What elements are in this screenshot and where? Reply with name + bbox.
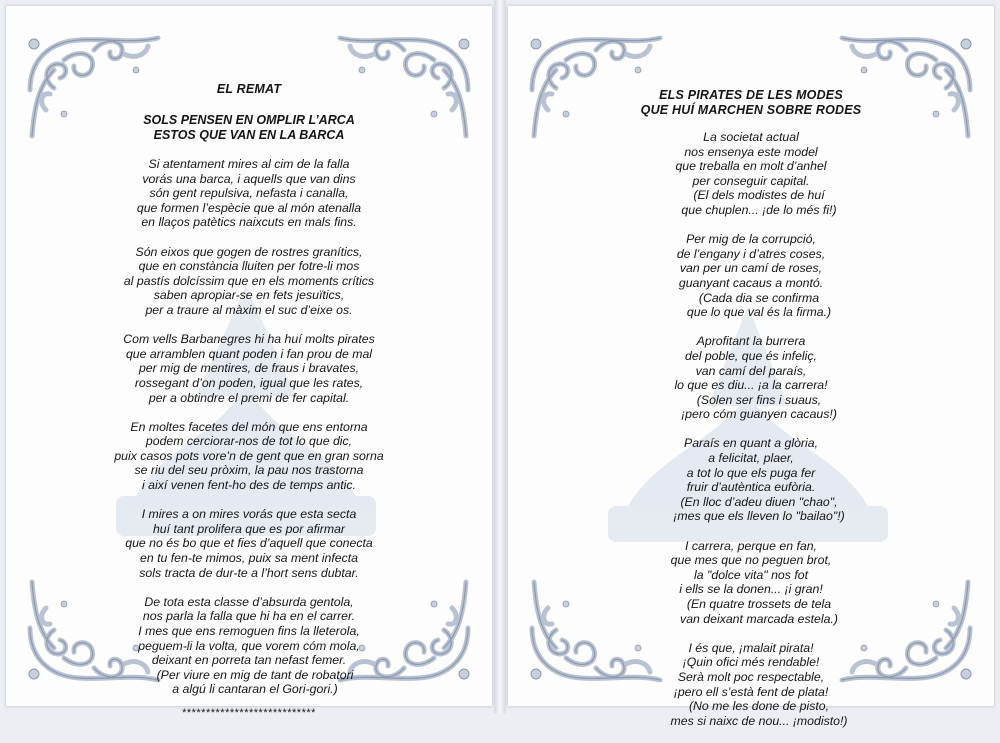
poem-line: Si atentament mires al cim de la falla: [148, 157, 350, 171]
poem-line: se riu del seu pròxim, la pau nos trastorna: [134, 463, 364, 478]
poem-line: per a obtindre el premi de fer capital.: [148, 390, 350, 405]
poem-line: Paraís en quant a glòria,: [684, 436, 818, 451]
poem-line: mes si naixc de nou... ¡modisto!): [670, 713, 848, 728]
poem-line: que no és bo que et fies d’aquell que conecta: [125, 536, 373, 551]
poem-line: (Solen ser fins i suaus,: [696, 392, 822, 407]
poem-line: i així venen fent-ho des de temps antic.: [142, 478, 356, 493]
poem-line: I carrera, perque en fan,: [685, 538, 817, 553]
poem-line: (No me les done de pisto,: [688, 699, 830, 714]
poem-line: peguem-li la volta, que vorem cóm mola,: [138, 638, 360, 653]
poem-line: rossegant d’on poden, igual que les rates,: [134, 375, 364, 390]
poem-line: i ells se la donen... ¡i gran!: [679, 582, 823, 597]
poem-line: a algú li cantaran el Gori-gori.): [172, 682, 338, 697]
stanza: [46, 420, 452, 493]
poem-line: (En quatre trossets de tela: [686, 597, 832, 611]
poem-line: guanyant cacaus a montó.: [678, 275, 824, 290]
poem-line: huí tant prolifera que es por afirmar: [152, 521, 346, 536]
title-line: ELS PIRATES DE LES MODES: [659, 88, 843, 102]
poem-line: Per mig de la corrupció,: [686, 232, 816, 247]
stanza: [46, 157, 452, 230]
poem-line: (El dels modistes de huí: [693, 188, 825, 203]
poem-line: En moltes facetes del món que ens entorna: [130, 419, 368, 434]
poem-line: ¡pero ell s’està fent de plata!: [673, 684, 829, 699]
poem-line: que formen l’espècie que al món atenalla: [136, 200, 362, 215]
poem-line: I mes que ens remoguen fins la lleterola,: [138, 624, 360, 638]
poem-line: ¡pero cóm guanyen cacaus!): [681, 407, 837, 422]
poem-line: que arramblen quant poden i fan prou de mal: [125, 346, 373, 361]
poem-line: que chuplen... ¡de lo més fi!): [681, 202, 837, 217]
poem-line: són gent repulsiva, nefasta i canalla,: [149, 186, 349, 201]
stanza: [46, 245, 452, 318]
poem-subtitle: [46, 113, 452, 143]
poem-line: Són eixos que gogen de rostres granítics,: [135, 244, 363, 259]
stanza: [548, 436, 954, 524]
poem-line: vorás una barca, i aquells que van dins: [142, 171, 356, 186]
poem-line: per conseguir capital.: [692, 173, 810, 188]
poem-line: De tota esta classe d’absurda gentola,: [144, 594, 354, 609]
poem-line: que mes que no peguen brot,: [670, 553, 832, 568]
poem-line: en llaços patètics naixcuts en mals fins.: [141, 215, 357, 230]
title-line: QUE HUÍ MARCHEN SOBRE RODES: [640, 103, 862, 117]
poem-line: al pastís dolcíssim que en els moments crítics: [123, 273, 375, 288]
poem-line: Serà molt poc respectable,: [677, 669, 825, 684]
poem-line: La societat actual: [703, 130, 799, 144]
poem-line: que treballa en molt d’anhel: [675, 159, 827, 174]
poem-line: (Per viure en mig de tant de robatori: [156, 667, 354, 682]
subtitle-line: ESTOS QUE VAN EN LA BARCA: [153, 128, 345, 142]
poem-line: sols tracta de dur-te a l’hort sens dubtar.: [139, 565, 359, 580]
stanza-list: [46, 157, 452, 697]
stanza: [548, 130, 954, 218]
poem-line: van camí del paraís,: [695, 363, 807, 378]
left-page: [6, 6, 492, 719]
poem-line: van deixant marcada estela.): [680, 611, 838, 626]
poem-line: podem cerciorar-nos de tot lo que dic,: [145, 434, 353, 449]
poem-line: I és que, ¡malait pirata!: [688, 640, 814, 655]
stanza: [548, 641, 954, 729]
poem-line: (Cada dia se confirma: [698, 290, 820, 305]
poem-line: (En lloc d’adeu diuen "chao",: [680, 494, 838, 509]
right-page: [508, 6, 994, 728]
poem-line: lo que es diu... ¡a la carrera!: [674, 378, 828, 393]
page-gutter: [494, 0, 506, 713]
stanza: [548, 232, 954, 320]
poem-title: [548, 88, 954, 118]
stanza: [548, 334, 954, 422]
poem-line: I mires a on mires vorás que esta secta: [141, 507, 357, 522]
poem-line: que en constància lluiten per fotre-li mos: [138, 259, 360, 274]
poem-line: saben apropiar-se en fets jesuïtics,: [153, 288, 345, 303]
poem-line: per a traure al màxim el suc d’eixe os.: [145, 302, 353, 317]
poem-line: a tot lo que els puga fer: [686, 465, 816, 480]
poem-line: del poble, que és infeliç,: [685, 348, 817, 363]
stanza: [548, 539, 954, 627]
poem-line: que lo que val és la firma.): [686, 305, 832, 320]
poem-line: fruir d’autèntica eufòria.: [686, 480, 816, 495]
left-poem: [46, 82, 452, 720]
poem-line: ¡mes que els lleven lo "bailao"!): [673, 509, 845, 524]
poem-line: a felicitat, plaer,: [708, 451, 794, 466]
poem-line: nos ensenya este model: [684, 144, 818, 159]
stanza-list: [548, 130, 954, 728]
subtitle-line: SOLS PENSEN EN OMPLIR L’ARCA: [143, 113, 355, 127]
poem-line: de l’engany i d’atres coses,: [676, 246, 826, 261]
stanza: [46, 595, 452, 697]
poem-line: puix casos pots vore’n de gent que en gran sorna: [114, 448, 384, 463]
poem-line: van per un camí de roses,: [679, 261, 823, 276]
poem-line: deixant en porreta tan nefast femer.: [151, 653, 347, 668]
poem-title: EL REMAT: [216, 82, 282, 96]
poem-line: en tu fen-te mimos, puix sa ment infecta: [139, 551, 359, 566]
poem-line: Aprofitant la burrera: [696, 334, 806, 349]
separator-stars: ****************************: [182, 706, 316, 719]
poem-line: ¡Quin ofici més rendable!: [682, 655, 820, 670]
poem-line: Com vells Barbanegres hi ha huí molts pirates: [123, 332, 375, 347]
poem-line: per mig de mentires, de fraus i bravates,: [138, 361, 360, 376]
stanza: [46, 332, 452, 405]
stanza: [46, 507, 452, 580]
poem-line: la "dolce vita" nos fot: [694, 567, 808, 582]
poem-line: nos parla la falla que hi ha en el carrer.: [142, 609, 356, 624]
right-poem: [548, 88, 954, 743]
